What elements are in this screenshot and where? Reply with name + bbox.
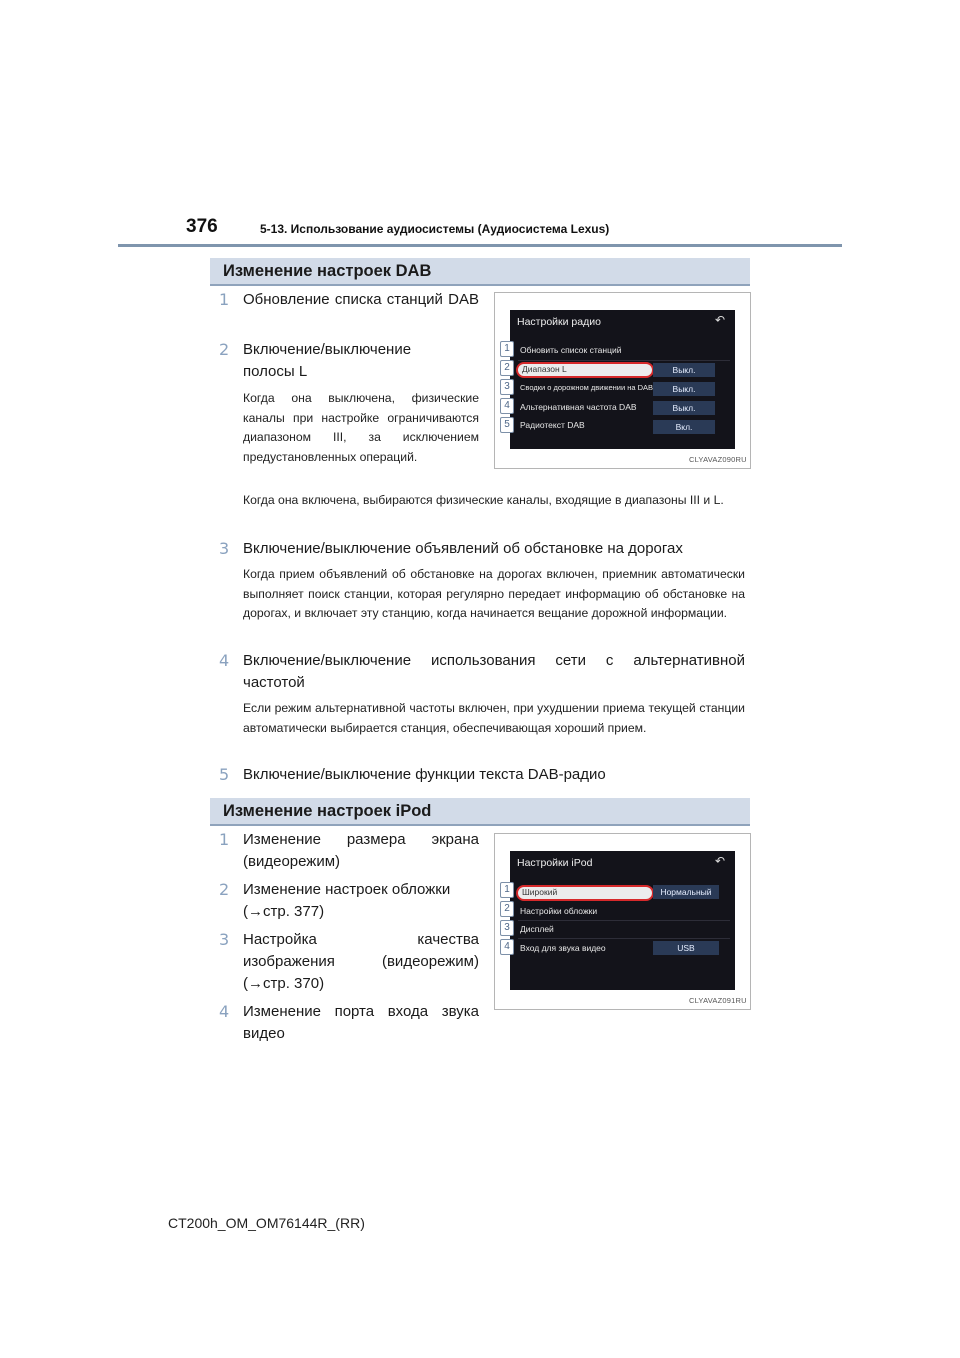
dab-row-label: Радиотекст DAB xyxy=(520,420,585,430)
ipod-screen-figure xyxy=(494,833,751,1010)
callout-badge: 1 xyxy=(500,882,514,898)
dab-item-2a: Включение/выключение xyxy=(243,341,412,358)
dab-note-3: Когда прием объявлений об обстановке на дорогах включен, приемник автоматически выполняет поиск станции, которая регулярно передает информацию об обстановке на дорогах, и включает эту станцию, когда начинается вещание дорожной информации. xyxy=(243,567,745,620)
ipod-item-3c: (→стр. 370) xyxy=(243,975,325,992)
callout-badge: 3 xyxy=(500,379,514,395)
dab-screen-title: Настройки радио xyxy=(517,316,601,328)
dab-screen xyxy=(510,310,735,449)
dab-note-4: Если режим альтернативной частоты включен, при ухудшении приема текущей станции автоматически выбирается станция, обеспечивающая хороший прием. xyxy=(243,701,745,735)
section-heading-dab-text: Изменение настроек DAB xyxy=(223,262,432,280)
ipod-item-2a: Изменение настроек обложки xyxy=(243,881,451,898)
figure-code: CLYAVAZ091RU xyxy=(689,996,747,1005)
chapter-title: 5-13. Использование аудиосистемы (Аудиосистема Lexus) xyxy=(260,222,610,236)
item-number: 1 xyxy=(219,290,230,309)
callout-badge: 3 xyxy=(500,920,514,936)
dab-row-value: Выкл. xyxy=(653,363,715,377)
dab-item-2b: полосы L xyxy=(243,363,308,380)
ipod-item-3a: Настройка качества xyxy=(243,931,479,948)
item-number: 2 xyxy=(219,880,230,899)
item-number: 4 xyxy=(219,1002,230,1021)
ipod-screen-title: Настройки iPod xyxy=(517,857,593,869)
callout-badge: 5 xyxy=(500,417,514,433)
item-number: 5 xyxy=(219,765,230,784)
item-number: 3 xyxy=(219,930,230,949)
dab-note-2a: Когда она выключена, физические каналы при настройке ограничиваются диапазоном III, за исключением предустановленных операций. xyxy=(243,391,479,464)
dab-row-label: Обновить список станций xyxy=(520,345,622,355)
ipod-screen xyxy=(510,851,735,990)
back-icon: ↶ xyxy=(715,313,726,327)
ipod-row-value: Нормальный xyxy=(653,885,719,899)
page-number: 376 xyxy=(186,216,218,237)
section-heading-dab xyxy=(210,258,750,286)
item-number: 2 xyxy=(219,340,230,359)
row-divider xyxy=(518,938,730,939)
footer-document-code: CT200h_OM_OM76144R_(RR) xyxy=(168,1215,365,1231)
figure-code: CLYAVAZ090RU xyxy=(689,455,747,464)
callout-badge: 4 xyxy=(500,939,514,955)
dab-row-value: Выкл. xyxy=(653,401,715,415)
callout-badge: 2 xyxy=(500,360,514,376)
ipod-item-4: Изменение порта входа звука видео xyxy=(243,1003,479,1042)
dab-item-5: Включение/выключение функции текста DAB-радио xyxy=(243,766,606,783)
dab-row-value: Вкл. xyxy=(653,420,715,434)
ipod-item-3b: изображения (видеорежим) xyxy=(243,953,479,970)
item-number: 4 xyxy=(219,651,230,670)
ipod-row-value: USB xyxy=(653,941,719,955)
item-number: 1 xyxy=(219,830,230,849)
ipod-row-label: Настройки обложки xyxy=(520,906,598,916)
ipod-item-1: Изменение размера экрана (видеорежим) xyxy=(243,831,479,870)
section-heading-ipod-text: Изменение настроек iPod xyxy=(223,802,432,820)
dab-item-4: Включение/выключение использования сети с альтернативной частотой xyxy=(243,652,745,691)
section-heading-ipod xyxy=(210,798,750,826)
ipod-row-label: Дисплей xyxy=(520,924,554,934)
dab-row-label: Альтернативная частота DAB xyxy=(520,402,637,412)
dab-item-3: Включение/выключение объявлений об обстановке на дорогах xyxy=(243,540,683,557)
ipod-item-2b: (→стр. 377) xyxy=(243,903,325,920)
back-icon: ↶ xyxy=(715,854,726,868)
dab-screen-figure xyxy=(494,292,751,469)
dab-item-1: Обновление списка станций DAB xyxy=(243,291,479,308)
row-divider xyxy=(518,920,730,921)
dab-row-label: Сводки о дорожном движении на DAB xyxy=(520,383,654,392)
item-number: 3 xyxy=(219,539,230,558)
dab-note-2b: Когда она включена, выбираются физические каналы, входящие в диапазоны III и L. xyxy=(243,493,724,507)
callout-badge: 1 xyxy=(500,341,514,357)
row-divider xyxy=(518,360,730,361)
header-rule xyxy=(118,244,842,247)
dab-row-label: Диапазон L xyxy=(522,364,567,374)
ipod-row-label: Вход для звука видео xyxy=(520,943,606,953)
dab-row-value: Выкл. xyxy=(653,382,715,396)
callout-badge: 2 xyxy=(500,901,514,917)
ipod-row-label: Широкий xyxy=(522,887,558,897)
callout-badge: 4 xyxy=(500,398,514,414)
